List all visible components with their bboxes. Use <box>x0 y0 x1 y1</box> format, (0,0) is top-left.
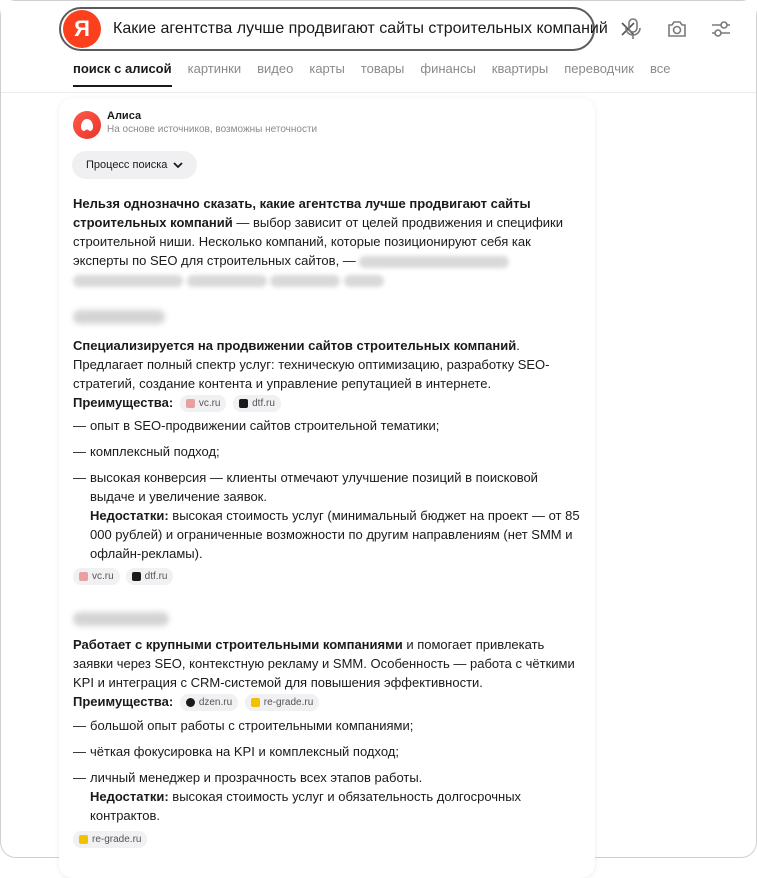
source-chip[interactable]: vc.ru <box>180 395 227 412</box>
list-item: — высокая конверсия — клиенты отмечают улучшение позиций в поисковой выдаче и увеличение заявок. Недостатки: высокая стоимость услуг (минимальный бюджет на проект — от 85 000 рублей) и ограниченные возможности по другим направлениям (нет SMM и офлайн-рекламы). <box>73 470 580 561</box>
tab-alisa[interactable]: поиск с алисой <box>73 61 172 87</box>
redacted-agency-name <box>73 310 165 324</box>
agency-1-text: . Предлагает полный спектр услуг: техническую оптимизацию, разработку SEO-стратегий, создание контента и управление репутацией в интернете. <box>73 338 550 391</box>
redacted-text <box>359 256 509 268</box>
sources-row <box>73 831 147 848</box>
tab-all[interactable]: все <box>649 61 671 76</box>
list-item: — большой опыт работы с строительными компаниями; <box>73 718 414 733</box>
search-box[interactable] <box>59 7 608 51</box>
tab-products[interactable]: товары <box>360 61 405 76</box>
disadvantages-text: высокая стоимость услуг и обязательность долгосрочных контрактов. <box>90 789 522 823</box>
source-chip[interactable]: dzen.ru <box>180 694 238 711</box>
vc-icon <box>79 572 88 581</box>
advantages-label: Преимущества: <box>73 694 174 709</box>
source-chip[interactable]: re-grade.ru <box>73 831 147 848</box>
camera-search-icon[interactable] <box>661 13 693 45</box>
list-item: — комплексный подход; <box>73 444 220 459</box>
disadvantages-label: Недостатки: <box>90 789 169 804</box>
regrade-icon <box>79 835 88 844</box>
dtf-icon <box>132 572 141 581</box>
search-process-label: Процесс поиска <box>86 159 168 171</box>
agency-1-description <box>73 336 585 412</box>
intro-text: — выбор зависит от целей продвижения и специфики строительной ниши. Несколько компаний, которые позиционируют себя как эксперты по SEO для строительных сайтов, — <box>73 215 563 268</box>
source-chip[interactable]: dtf.ru <box>233 395 281 412</box>
dzen-icon <box>186 698 195 707</box>
regrade-icon <box>251 698 260 707</box>
dtf-icon <box>239 399 248 408</box>
redacted-text <box>73 275 183 287</box>
redacted-text <box>344 275 384 287</box>
tab-finance[interactable]: финансы <box>420 61 476 76</box>
disadvantages-label: Недостатки: <box>90 508 169 523</box>
agency-2-lead: Работает с крупными строительными компаниями <box>73 637 403 652</box>
list-item: — опыт в SEO-продвижении сайтов строительной тематики; <box>73 418 440 433</box>
source-chip[interactable]: re-grade.ru <box>245 694 319 711</box>
redacted-text <box>187 275 267 287</box>
source-chip[interactable]: vc.ru <box>73 568 120 585</box>
agency-2-text: и помогает привлекать заявки через SEO, контекстную рекламу и SMM. Особенность — работа с чёткими KPI и интеграция с CRM-системой для повышения эффективности. <box>73 637 575 690</box>
list-item: — чёткая фокусировка на KPI и комплексный подход; <box>73 744 399 759</box>
advantages-label: Преимущества: <box>73 395 174 410</box>
chevron-down-icon <box>173 161 183 169</box>
tab-apartments[interactable]: квартиры <box>491 61 549 76</box>
search-header <box>1 1 756 93</box>
sources-row <box>73 568 173 585</box>
search-process-button[interactable] <box>72 151 197 179</box>
intro-bold: Нельзя однозначно сказать, какие агентства лучше продвигают сайты строительных компаний <box>73 196 531 230</box>
tab-images[interactable]: картинки <box>187 61 242 76</box>
filters-icon[interactable] <box>705 13 737 45</box>
microphone-icon[interactable] <box>617 13 649 45</box>
disadvantages-text: высокая стоимость услуг (минимальный бюджет на проект — от 85 000 рублей) и ограниченные возможности по другим направлениям (нет SMM и офлайн-рекламы). <box>90 508 580 561</box>
tab-video[interactable]: видео <box>257 61 294 76</box>
agency-2-description <box>73 635 585 711</box>
alisa-logo-icon <box>73 111 101 139</box>
alisa-disclaimer: На основе источников, возможны неточности <box>107 124 318 135</box>
source-chip[interactable]: dtf.ru <box>126 568 174 585</box>
intro-paragraph <box>73 194 585 289</box>
redacted-agency-name <box>73 612 169 626</box>
search-input[interactable]: Какие агентства лучше продвигают сайты строительных компаний <box>113 20 608 37</box>
agency-1-lead: Специализируется на продвижении сайтов строительных компаний <box>73 338 517 353</box>
yandex-logo[interactable]: Я <box>63 10 101 48</box>
tab-maps[interactable]: карты <box>309 61 345 76</box>
alisa-name: Алиса <box>107 110 142 122</box>
alisa-answer-card <box>59 98 595 878</box>
vc-icon <box>186 399 195 408</box>
redacted-text <box>270 275 340 287</box>
tab-translator[interactable]: переводчик <box>564 61 634 76</box>
list-item: — личный менеджер и прозрачность всех этапов работы. Недостатки: высокая стоимость услуг и обязательность долгосрочных контрактов. <box>73 770 522 823</box>
search-tabs <box>73 61 686 87</box>
